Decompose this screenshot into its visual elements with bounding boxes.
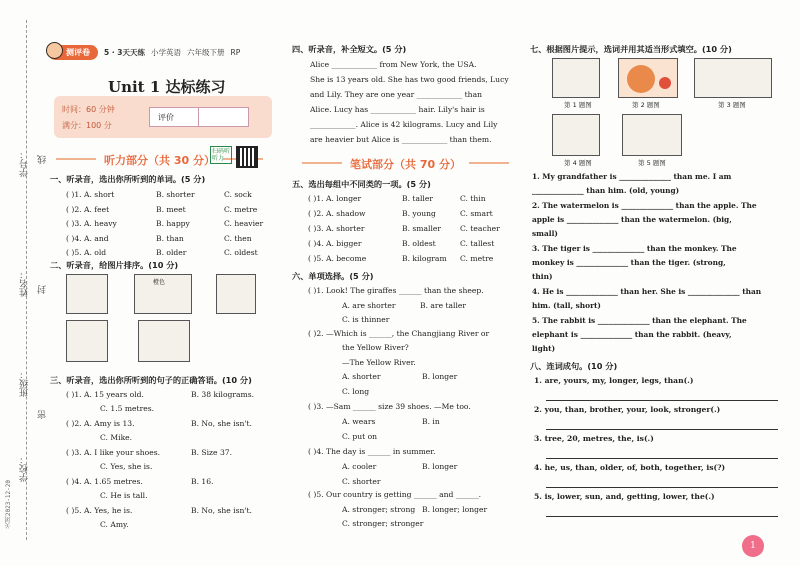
- kids-picture: [66, 274, 108, 314]
- word-option: ( )5. A. become: [308, 254, 367, 263]
- mascot-icon: [46, 42, 63, 59]
- word-scramble: 5. is, lower, sun, and, getting, lower, the(.): [534, 492, 715, 501]
- choice-item: B. longer: [422, 372, 458, 381]
- figure-caption: 第 1 题图: [564, 101, 592, 109]
- choice-item: the Yellow River?: [342, 343, 409, 352]
- word-option: C. heavier: [224, 219, 264, 228]
- figure-caption: 第 4 题图: [564, 159, 592, 167]
- fill-item: elephant is ______________ than the rabbit. (heavy,: [532, 330, 732, 339]
- word-option: C. metre: [224, 204, 258, 214]
- qr-code-icon: [236, 146, 258, 168]
- grade: 六年级下册: [187, 48, 225, 57]
- passage-line: and Lily. They are one year ____________ than: [310, 90, 482, 99]
- rabbit-elephant-picture: [622, 114, 682, 156]
- subject: 小学英语: [151, 48, 182, 57]
- answer-option: C. Yes, she is.: [100, 462, 153, 471]
- answer-option: B. 16.: [191, 477, 214, 486]
- word-option: ( )2. A. feet: [66, 204, 110, 214]
- word-option: C. oldest: [224, 248, 258, 257]
- word-scramble: 2. you, than, brother, your, look, stronger(.): [534, 405, 721, 414]
- answer-line[interactable]: [546, 458, 778, 459]
- fill-item: light): [532, 344, 556, 353]
- answer-option: B. 38 kilograms.: [191, 390, 255, 399]
- fill-item: ______________ than him. (old, young): [532, 186, 680, 195]
- word-scramble: 4. he, us, than, older, of, both, together, is(?): [534, 463, 726, 472]
- answer-option: ( )5. A. Yes, he is.: [66, 506, 133, 515]
- answer-line[interactable]: [546, 487, 778, 488]
- figure-caption: 第 3 题图: [718, 101, 746, 109]
- choice-item: C. put on: [342, 432, 378, 441]
- fill-item: 4. He is ______________ than her. She is ______________ than: [532, 287, 762, 296]
- student-id-label: 学号：: [20, 150, 30, 177]
- passage-line: Alice ____________ from New York, the USA.: [310, 60, 477, 69]
- page-title: Unit 1 达标练习: [108, 78, 226, 96]
- section-heading: 四、听录音，补全短文。(5 分): [292, 44, 407, 54]
- fill-item: apple is ______________ than the watermelon. (big,: [532, 215, 732, 224]
- evaluation-label: 评价: [158, 113, 174, 122]
- kids-height-picture: [552, 114, 600, 156]
- word-option: C. smart: [460, 209, 493, 218]
- word-option: C. thin: [460, 194, 486, 203]
- edition: RP: [230, 48, 241, 57]
- badge: 测评卷: [48, 45, 98, 60]
- word-option: B. happy: [156, 219, 190, 228]
- column-listening: [48, 0, 278, 565]
- passage-line: are heavier but Alice is ____________ than them.: [310, 135, 492, 144]
- series-header: [48, 45, 240, 60]
- choice-item: A. stronger; strong: [342, 505, 416, 514]
- fill-item: 1. My grandfather is ______________ than me. I am: [532, 172, 732, 181]
- word-option: C. teacher: [460, 224, 500, 233]
- answer-option: ( )1. A. 15 years old.: [66, 390, 144, 399]
- time-label: 时间：60 分钟: [62, 105, 115, 114]
- scan-tag: 扫码听听力: [212, 148, 231, 162]
- word-option: B. young: [402, 209, 436, 218]
- choice-item: A. shorter: [342, 372, 381, 381]
- choice-item: ( )1. Look! The giraffes ______ than the sheep.: [308, 286, 484, 295]
- class-label: 班级：: [20, 370, 30, 397]
- evaluation-field[interactable]: [149, 107, 249, 127]
- fill-item: monkey is ______________ than the tiger. (strong,: [532, 258, 726, 267]
- fill-item: 2. The watermelon is ______________ than the apple. The: [532, 201, 757, 210]
- watermelon-icon: [627, 65, 655, 93]
- section-heading: 一、听录音，选出你所听到的单词。(5 分): [50, 174, 206, 184]
- word-option: B. older: [156, 248, 187, 257]
- choice-item: ( )5. Our country is getting ______ and ______.: [308, 490, 482, 499]
- word-option: B. meet: [156, 204, 186, 214]
- figure-caption: 第 2 题图: [632, 101, 660, 109]
- series-name: 5 · 3天天练: [104, 48, 146, 57]
- choice-item: ( )2. —Which is ______, the Changjiang River or: [308, 329, 490, 338]
- word-option: ( )2. A. shadow: [308, 209, 366, 218]
- word-option: ( )4. A. and: [66, 233, 109, 243]
- answer-option: C. 1.5 metres.: [100, 404, 155, 413]
- fill-item: thin): [532, 272, 553, 281]
- answer-line[interactable]: [546, 429, 778, 430]
- choice-item: C. shorter: [342, 477, 381, 486]
- binding-spine: [0, 0, 48, 565]
- answer-line[interactable]: [546, 516, 778, 517]
- choice-item: B. longer: [422, 462, 458, 471]
- word-option: C. sock: [224, 190, 252, 199]
- word-option: C. metre: [460, 254, 494, 263]
- full-score-label: 满分：100 分: [62, 121, 112, 130]
- name-label: 姓名：: [20, 270, 30, 297]
- passage-line: ____________. Alice is 42 kilograms. Lucy and Lily: [310, 120, 498, 129]
- word-option: ( )1. A. longer: [308, 194, 362, 203]
- answer-option: B. No, she isn't.: [191, 419, 252, 428]
- writing-banner: 笔试部分（共 70 分）: [350, 158, 461, 171]
- word-option: B. smaller: [402, 224, 442, 233]
- seal-char: 线: [38, 155, 48, 164]
- choice-item: A. wears: [342, 417, 376, 426]
- word-option: C. then: [224, 233, 252, 243]
- word-scramble: 1. are, yours, my, longer, legs, than(.): [534, 376, 694, 385]
- word-option: B. than: [156, 233, 184, 243]
- section-heading: 二、听录音，给图片排序。(10 分): [50, 260, 179, 270]
- figure-caption: 第 5 题图: [638, 159, 666, 167]
- answer-option: C. Amy.: [100, 520, 129, 529]
- seal-char: 封: [38, 285, 48, 294]
- word-option: ( )3. A. heavy: [66, 219, 117, 228]
- column-right: [528, 0, 786, 565]
- choice-item: ( )4. The day is ______ in summer.: [308, 447, 436, 456]
- date-stamp: 关闭2023-12-20: [5, 480, 12, 529]
- word-option: ( )4. A. bigger: [308, 239, 362, 248]
- section-heading: 七、根据图片提示，选词并用其适当形式填空。(10 分): [530, 44, 732, 54]
- word-option: ( )3. A. shorter: [308, 224, 365, 233]
- answer-option: ( )3. A. I like your shoes.: [66, 448, 161, 457]
- score-box: [54, 96, 272, 138]
- fill-item: small): [532, 229, 558, 238]
- fill-item: 3. The tiger is ______________ than the monkey. The: [532, 244, 737, 253]
- choice-item: C. is thinner: [342, 315, 390, 324]
- answer-option: B. No, she isn't.: [191, 506, 252, 515]
- answer-line[interactable]: [546, 400, 778, 401]
- choice-item: B. are taller: [420, 301, 467, 310]
- answer-option: B. Size 37.: [191, 448, 233, 457]
- fill-item: him. (tall, short): [532, 301, 601, 310]
- answer-option: C. He is tall.: [100, 491, 148, 500]
- choice-item: C. long: [342, 387, 370, 396]
- box-picture: [66, 320, 108, 362]
- section-heading: 八、连词成句。(10 分): [530, 361, 618, 371]
- school-label: 学校：: [20, 455, 30, 482]
- choice-item: C. stronger; stronger: [342, 519, 424, 528]
- word-option: B. taller: [402, 194, 433, 203]
- section-heading: 六、单项选择。(5 分): [292, 271, 374, 281]
- section-heading: 三、听录音，选出你所听到的句子的正确答语。(10 分): [50, 375, 252, 385]
- fruit-picture: [618, 58, 678, 98]
- passage-line: She is 13 years old. She has two good friends, Lucy: [310, 75, 509, 84]
- word-option: B. oldest: [402, 239, 436, 248]
- section-heading: 五、选出每组中不同类的一项。(5 分): [292, 179, 431, 189]
- choice-item: A. cooler: [342, 462, 377, 471]
- fill-item: 5. The rabbit is ______________ than the elephant. The: [532, 316, 747, 325]
- tiger-monkey-picture: [694, 58, 772, 98]
- word-option: B. shorter: [156, 190, 195, 199]
- choice-item: A. are shorter: [342, 301, 396, 310]
- family-picture: [552, 58, 600, 98]
- listening-banner: 听力部分（共 30 分）: [104, 154, 215, 167]
- choice-item: —The Yellow River.: [342, 358, 416, 367]
- answer-option: ( )4. A. 1.65 metres.: [66, 477, 143, 486]
- answer-option: C. Mike.: [100, 433, 133, 442]
- choice-item: B. longer; longer: [422, 505, 488, 514]
- picture-label: 橙色: [153, 279, 166, 286]
- kids-picture: [216, 274, 256, 314]
- shoe-picture: [138, 320, 190, 362]
- column-middle: [290, 0, 515, 565]
- choice-item: B. in: [422, 417, 440, 426]
- word-option: ( )1. A. short: [66, 190, 115, 199]
- word-option: ( )5. A. old: [66, 248, 107, 257]
- ruler-picture: [134, 274, 192, 314]
- word-scramble: 3. tree, 20, metres, the, is(.): [534, 434, 654, 443]
- word-option: B. kilogram: [402, 254, 447, 263]
- passage-line: Alice. Lucy has ____________ hair. Lily's hair is: [310, 105, 485, 114]
- word-option: C. tallest: [460, 239, 495, 248]
- seal-char: 密: [38, 410, 48, 419]
- apple-icon: [659, 77, 671, 89]
- page-number: 1: [742, 535, 764, 557]
- choice-item: ( )3. —Sam ______ size 39 shoes. —Me too.: [308, 402, 471, 411]
- answer-option: ( )2. A. Amy is 13.: [66, 419, 135, 428]
